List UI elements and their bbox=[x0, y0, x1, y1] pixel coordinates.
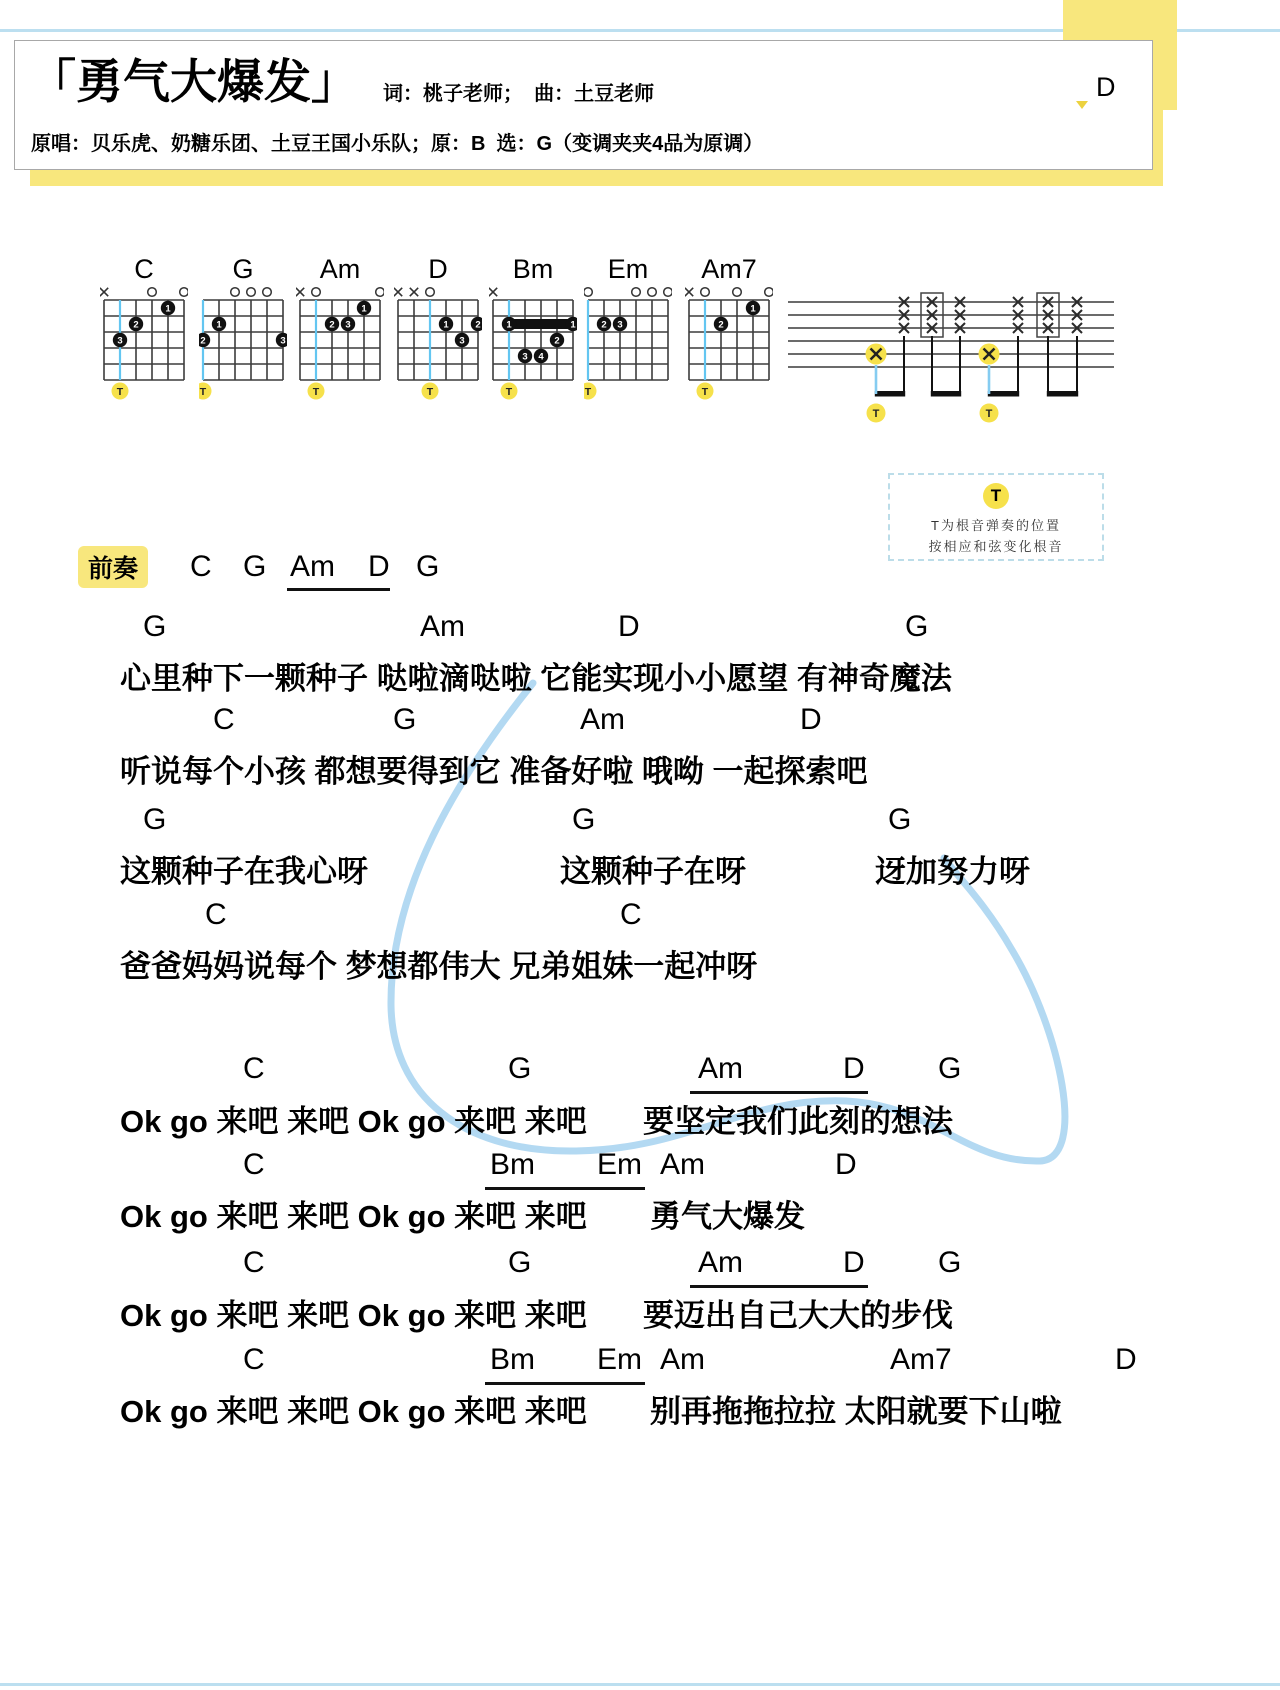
credits-text: 词：桃子老师； 曲：土豆老师 bbox=[383, 83, 655, 105]
chord-Am: Am bbox=[698, 1052, 743, 1085]
chord-G: G bbox=[905, 610, 929, 643]
chord-underline bbox=[690, 1091, 868, 1094]
chord-C: C bbox=[205, 898, 227, 931]
svg-text:T: T bbox=[505, 385, 513, 398]
chord-D: D bbox=[618, 610, 640, 643]
svg-text:2: 2 bbox=[200, 335, 206, 347]
svg-text:T: T bbox=[872, 408, 880, 420]
bottom-accent-line bbox=[0, 1683, 1280, 1686]
chord-Bm: Bm bbox=[490, 1148, 535, 1181]
chord-D: D bbox=[843, 1246, 865, 1279]
chord-D: D bbox=[835, 1148, 857, 1181]
svg-text:T: T bbox=[701, 385, 709, 398]
lyric-line-7 bbox=[0, 1290, 1280, 1338]
svg-text:T: T bbox=[985, 408, 993, 420]
chord-name: Am bbox=[319, 254, 361, 284]
svg-text:T: T bbox=[426, 385, 434, 398]
chord-C: C bbox=[620, 898, 642, 931]
lyric-segment: 这颗种子在呀 bbox=[560, 854, 746, 889]
chord-line-3 bbox=[0, 803, 1280, 851]
chord-G: G bbox=[143, 803, 167, 836]
chord-underline bbox=[690, 1285, 868, 1288]
svg-text:3: 3 bbox=[117, 335, 123, 347]
chord-name: Am7 bbox=[701, 254, 757, 284]
song-title: 「勇气大爆发」 bbox=[29, 55, 358, 108]
chord-grid-D bbox=[394, 284, 482, 402]
svg-text:1: 1 bbox=[506, 319, 512, 331]
chord-grid-Bm bbox=[489, 284, 577, 402]
lyric-line-1 bbox=[0, 653, 1280, 701]
svg-text:2: 2 bbox=[475, 319, 481, 331]
lyric-segment: 这颗种子在我心呀 bbox=[120, 854, 368, 889]
lyric-line-8 bbox=[0, 1386, 1280, 1434]
lyric-segment: 迓加努力呀 bbox=[875, 854, 1030, 889]
chord-Am: Am bbox=[698, 1246, 743, 1279]
chord-grid-Am bbox=[296, 284, 384, 402]
origin-info: 原唱：贝乐虎、奶糖乐团、土豆王国小乐队；原：B 选：G（变调夹夹4品为原调） bbox=[31, 133, 764, 155]
svg-text:T: T bbox=[116, 385, 124, 398]
lyric-line-3 bbox=[0, 846, 1280, 894]
lyric-segment: Ok go 来吧 来吧 Ok go 来吧 来吧 bbox=[120, 1199, 587, 1234]
floating-chord-label: D bbox=[1096, 72, 1116, 102]
svg-text:1: 1 bbox=[165, 303, 171, 315]
chord-line-8 bbox=[0, 1343, 1280, 1391]
chord-name: C bbox=[134, 254, 154, 284]
lyric-line-5 bbox=[0, 1096, 1280, 1144]
lyric-segment: Ok go 来吧 来吧 Ok go 来吧 来吧 bbox=[120, 1104, 587, 1139]
chord-diagram-Am7 bbox=[685, 254, 773, 407]
chord-Am: Am bbox=[580, 703, 625, 736]
chord-Am: Am bbox=[420, 610, 465, 643]
intro-chord-C: C bbox=[190, 550, 212, 583]
chord-C: C bbox=[243, 1246, 265, 1279]
lyric-segment: 爸爸妈妈说每个 梦想都伟大 兄弟姐妹一起冲呀 bbox=[120, 949, 758, 984]
svg-text:3: 3 bbox=[345, 319, 351, 331]
chord-diagram-Am bbox=[296, 254, 384, 407]
chord-diagram-Em bbox=[584, 254, 672, 407]
chord-C: C bbox=[243, 1343, 265, 1376]
lyric-line-4 bbox=[0, 941, 1280, 989]
chord-diagram-D bbox=[394, 254, 482, 407]
lyric-segment: 别再拖拖拉拉 太阳就要下山啦 bbox=[650, 1394, 1062, 1429]
chord-G: G bbox=[938, 1052, 962, 1085]
lyric-segment: 心里种下一颗种子 哒啦滴哒啦 它能实现小小愿望 有神奇魔法 bbox=[120, 661, 952, 696]
chord-name: D bbox=[428, 254, 448, 284]
chord-Am7: Am7 bbox=[890, 1343, 952, 1376]
intro-chord-G: G bbox=[416, 550, 440, 583]
chord-G: G bbox=[393, 703, 417, 736]
chord-D: D bbox=[1115, 1343, 1137, 1376]
chord-D: D bbox=[843, 1052, 865, 1085]
lyric-segment: 要坚定我们此刻的想法 bbox=[643, 1104, 953, 1139]
intro-label: 前奏 bbox=[78, 546, 148, 588]
chord-C: C bbox=[213, 703, 235, 736]
svg-text:T: T bbox=[199, 385, 207, 398]
chord-C: C bbox=[243, 1148, 265, 1181]
chord-G: G bbox=[508, 1246, 532, 1279]
lyric-segment: 听说每个小孩 都想要得到它 准备好啦 哦呦 一起探索吧 bbox=[120, 754, 868, 789]
svg-text:2: 2 bbox=[329, 319, 335, 331]
rhythm-pattern bbox=[786, 276, 1116, 426]
svg-text:T: T bbox=[312, 385, 320, 398]
chord-grid-Am7 bbox=[685, 284, 773, 402]
chord-diagram-Bm bbox=[489, 254, 577, 407]
chord-D: D bbox=[800, 703, 822, 736]
chord-diagram-C bbox=[100, 254, 188, 407]
svg-text:T: T bbox=[584, 385, 592, 398]
chord-Am: Am bbox=[660, 1148, 705, 1181]
chord-diagram-G bbox=[199, 254, 287, 407]
svg-text:1: 1 bbox=[216, 319, 222, 331]
chord-Bm: Bm bbox=[490, 1343, 535, 1376]
svg-text:1: 1 bbox=[443, 319, 449, 331]
chord-line-2 bbox=[0, 703, 1280, 751]
chord-G: G bbox=[143, 610, 167, 643]
chord-line-5 bbox=[0, 1052, 1280, 1100]
lyric-segment: Ok go 来吧 来吧 Ok go 来吧 来吧 bbox=[120, 1298, 587, 1333]
legend-line-1: T为根音弹奏的位置 bbox=[931, 518, 1061, 533]
legend-line-2: 按相应和弦变化根音 bbox=[928, 539, 1064, 554]
intro-chord-D: D bbox=[368, 550, 390, 583]
chord-line-4 bbox=[0, 898, 1280, 946]
svg-text:1: 1 bbox=[570, 319, 576, 331]
lyric-line-6 bbox=[0, 1191, 1280, 1239]
chord-Am: Am bbox=[660, 1343, 705, 1376]
svg-text:3: 3 bbox=[617, 319, 623, 331]
chord-line-6 bbox=[0, 1148, 1280, 1196]
chord-grid-C bbox=[100, 284, 188, 402]
intro-chord-Am: Am bbox=[290, 550, 335, 583]
svg-text:2: 2 bbox=[718, 319, 724, 331]
svg-text:1: 1 bbox=[750, 303, 756, 315]
lyric-segment: 勇气大爆发 bbox=[650, 1199, 805, 1234]
svg-text:4: 4 bbox=[538, 351, 544, 363]
lyric-line-2 bbox=[0, 746, 1280, 794]
chord-underline bbox=[485, 1187, 645, 1190]
lyric-segment: Ok go 来吧 来吧 Ok go 来吧 来吧 bbox=[120, 1394, 587, 1429]
intro-underline bbox=[287, 588, 390, 591]
svg-text:3: 3 bbox=[280, 335, 286, 347]
chord-grid-Em bbox=[584, 284, 672, 402]
intro-chord-G: G bbox=[243, 550, 267, 583]
chord-Em: Em bbox=[597, 1148, 642, 1181]
chord-G: G bbox=[888, 803, 912, 836]
chord-name: Em bbox=[607, 254, 649, 284]
lyric-segment: 要迈出自己大大的步伐 bbox=[643, 1298, 953, 1333]
chord-line-7 bbox=[0, 1246, 1280, 1294]
chord-C: C bbox=[243, 1052, 265, 1085]
chord-line-1 bbox=[0, 610, 1280, 658]
svg-text:3: 3 bbox=[522, 351, 528, 363]
legend-t-badge: T bbox=[983, 483, 1009, 509]
chord-G: G bbox=[508, 1052, 532, 1085]
svg-text:2: 2 bbox=[133, 319, 139, 331]
svg-text:3: 3 bbox=[459, 335, 465, 347]
chord-grid-G bbox=[199, 284, 287, 402]
chord-name: Bm bbox=[512, 254, 554, 284]
chord-G: G bbox=[572, 803, 596, 836]
chord-G: G bbox=[938, 1246, 962, 1279]
svg-text:1: 1 bbox=[361, 303, 367, 315]
chord-underline bbox=[485, 1382, 645, 1385]
chord-Em: Em bbox=[597, 1343, 642, 1376]
svg-text:2: 2 bbox=[554, 335, 560, 347]
chord-name: G bbox=[232, 254, 254, 284]
svg-text:2: 2 bbox=[601, 319, 607, 331]
intro-line bbox=[0, 544, 1280, 596]
